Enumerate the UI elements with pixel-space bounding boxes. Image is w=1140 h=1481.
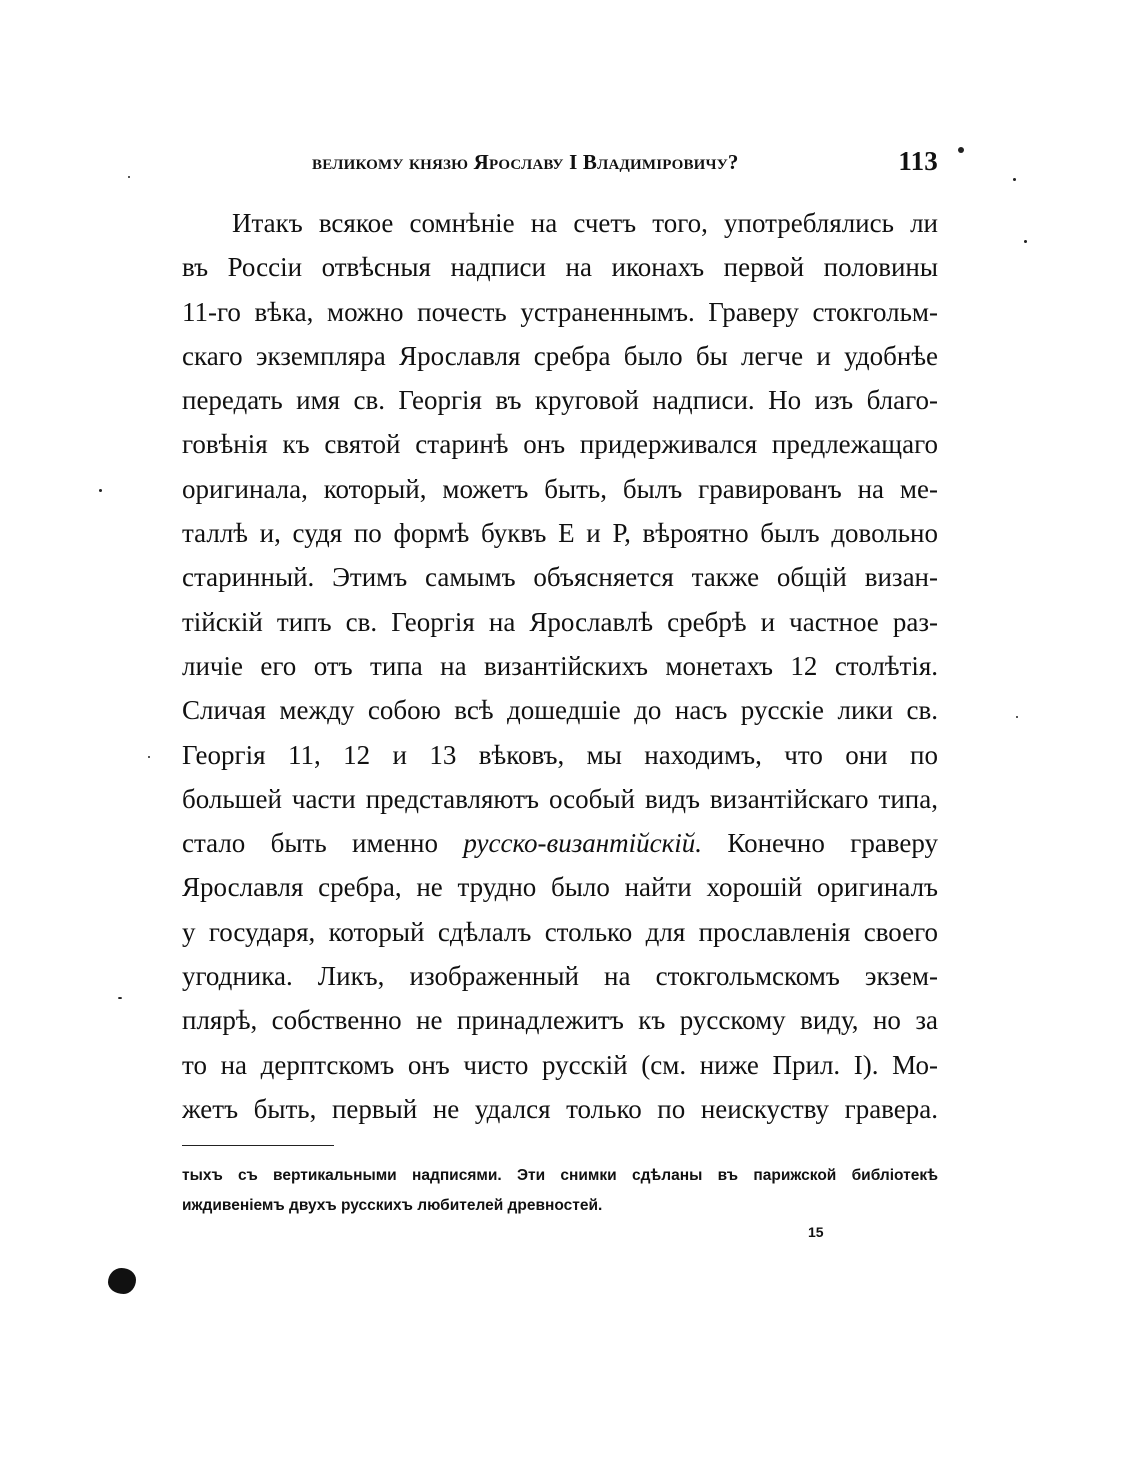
- text-line: таллѣ и, судя по формѣ буквъ Е и Р, вѣроятно былъ довольно: [182, 518, 938, 549]
- text-line: Сличая между собою всѣ дошедшіе до насъ русскіе лики св.: [182, 695, 938, 726]
- text-line: передать имя св. Георгія въ круговой надписи. Но изъ благо-: [182, 385, 938, 416]
- text-segment: Конечно граверу: [727, 828, 938, 859]
- text-line: говѣнія къ святой старинѣ онъ придерживался предлежащаго: [182, 429, 938, 460]
- footnote-divider: [182, 1145, 334, 1146]
- running-title: великому князю Ярославу I Владиміровичу?: [312, 150, 739, 174]
- text-line: личіе его отъ типа на византійскихъ монетахъ 12 столѣтія.: [182, 650, 938, 681]
- text-line: оригинала, который, можетъ быть, былъ гравированъ на ме-: [182, 473, 938, 504]
- ink-speck: [1016, 716, 1018, 718]
- ink-speck: [148, 756, 150, 758]
- footnote: [182, 1161, 938, 1221]
- footnote-line: тыхъ съ вертикальными надписями. Эти снимки сдѣланы въ парижской библіотекѣ: [182, 1167, 938, 1184]
- ink-speck: [1013, 178, 1016, 181]
- text-line: то на дерптскомъ онъ чисто русскій (см. ниже Прил. I). Мо-: [182, 1049, 938, 1080]
- text-line: жетъ быть, первый не удался только по неискуству гравера.: [182, 1093, 938, 1124]
- text-line: 11-го вѣка, можно почесть устраненнымъ. Граверу стокгольм-: [182, 296, 938, 327]
- text-line: Георгія 11, 12 и 13 вѣковъ, мы находимъ, что они по: [182, 739, 938, 770]
- text-line: большей части представляютъ особый видъ византійскаго типа,: [182, 783, 938, 814]
- ink-speck: [118, 997, 122, 999]
- text-line: у государя, который сдѣлалъ столько для прославленія своего: [182, 916, 938, 947]
- text-line: Ярославля сребра, не трудно было найти хорошій оригиналъ: [182, 872, 938, 903]
- text-line: Итакъ всякое сомнѣніе на счетъ того, употреблялись ли: [232, 208, 938, 238]
- ink-blot: [108, 1268, 136, 1294]
- ink-speck: [1024, 240, 1027, 243]
- main-paragraph: [182, 201, 938, 1131]
- page-number: 113: [898, 146, 938, 176]
- text-line-with-italic: [182, 821, 938, 865]
- footnote-line: иждивеніемъ двухъ русскихъ любителей древностей.: [182, 1197, 603, 1214]
- ink-speck: [128, 176, 130, 178]
- text-line: скаго экземпляра Ярославля сребра было бы легче и удобнѣе: [182, 340, 938, 371]
- text-line: угодника. Ликъ, изображенный на стокгольмскомъ экзем-: [182, 961, 938, 992]
- italic-phrase: русско-византійскій.: [463, 828, 703, 859]
- text-line: въ Россіи отвѣсныя надписи на иконахъ первой половины: [182, 252, 938, 283]
- ink-speck: [958, 147, 964, 153]
- text-line: плярѣ, собственно не принадлежитъ къ русскому виду, но за: [182, 1005, 938, 1036]
- signature-mark: 15: [808, 1224, 824, 1240]
- page-header: [312, 146, 938, 180]
- text-segment: стало быть именно: [182, 828, 438, 859]
- text-line: старинный. Этимъ самымъ объясняется также общій визан-: [182, 562, 938, 593]
- text-line: тійскій типъ св. Георгія на Ярославлѣ сребрѣ и частное раз-: [182, 606, 938, 637]
- ink-speck: [99, 489, 102, 492]
